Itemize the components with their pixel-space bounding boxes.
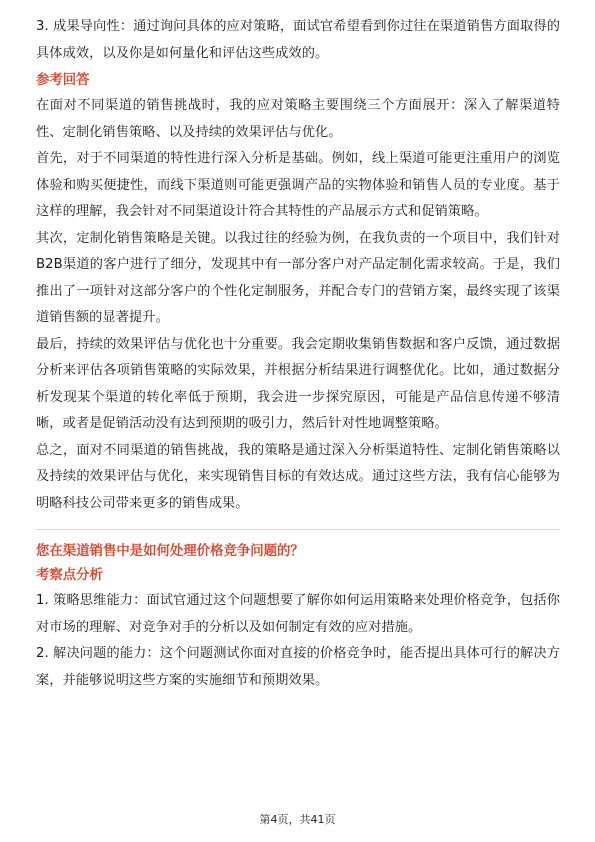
reference-answer-heading: 参考回答 [36, 73, 90, 88]
question-title: 您在渠道销售中是如何处理价格竞争问题的？ [36, 544, 304, 559]
analysis-heading: 考察点分析 [36, 568, 103, 583]
analysis-list [36, 588, 560, 694]
answer-paragraph-last: 最后，持续的效果评估与优化也十分重要。我会定期收集销售数据和客户反馈，通过数据分析来评估各项销售策略的实际效果，并根据分析结果进行调整优化。比如，通过数据分析发现某个渠道的转化率低于预期，我会进一步探究原因，可能是产品信息传递不够清晰，或者是促销活动没有达到预期的吸引力，然后针对性地调整策略。 [36, 336, 560, 431]
answer-paragraph-intro: 在面对不同渠道的销售挑战时，我的应对策略主要围绕三个方面展开：深入了解渠道特性、定制化销售策略、以及持续的效果评估与优化。 [36, 98, 560, 140]
section-divider [36, 529, 560, 530]
analysis-item-2: 2. 解决问题的能力：这个问题测试你面对直接的价格竞争时，能否提出具体可行的解决方案，并能够说明这些方案的实施细节和预期效果。 [36, 646, 560, 688]
page-number-footer: 第4页，共41页 [259, 813, 336, 826]
answer-paragraph-first: 首先，对于不同渠道的特性进行深入分析是基础。例如，线上渠道可能更注重用户的浏览体验和购买便捷性，而线下渠道则可能更强调产品的实物体验和销售人员的专业度。基于这样的理解，我会针对不同渠道设计符合其特性的产品展示方式和促销策略。 [36, 151, 560, 219]
page-content [36, 14, 560, 694]
analysis-item-1: 1. 策略思维能力：面试官通过这个问题想要了解你如何运用策略来处理价格竞争，包括你对市场的理解、对竞争对手的分析以及如何制定有效的应对措施。 [36, 593, 560, 635]
answer-paragraph-second: 其次，定制化销售策略是关键。以我过往的经验为例，在我负责的一个项目中，我们针对B2B渠道的客户进行了细分，发现其中有一部分客户对产品定制化需求较高。于是，我们推出了一项针对这部分客户的个性化定制服务，并配合专门的营销方案，最终实现了该渠道销售额的显著提升。 [36, 230, 560, 325]
reference-answer-body [36, 93, 560, 517]
assessment-point-3: 3. 成果导向性：通过询问具体的应对策略，面试官希望看到你过往在渠道销售方面取得的具体成效，以及你是如何量化和评估这些成效的。 [36, 19, 560, 61]
answer-paragraph-summary: 总之，面对不同渠道的销售挑战，我的策略是通过深入分析渠道特性、定制化销售策略以及持续的效果评估与优化，来实现销售目标的有效达成。通过这些方法，我有信心能够为明略科技公司带来更多的销售成果。 [36, 442, 560, 511]
